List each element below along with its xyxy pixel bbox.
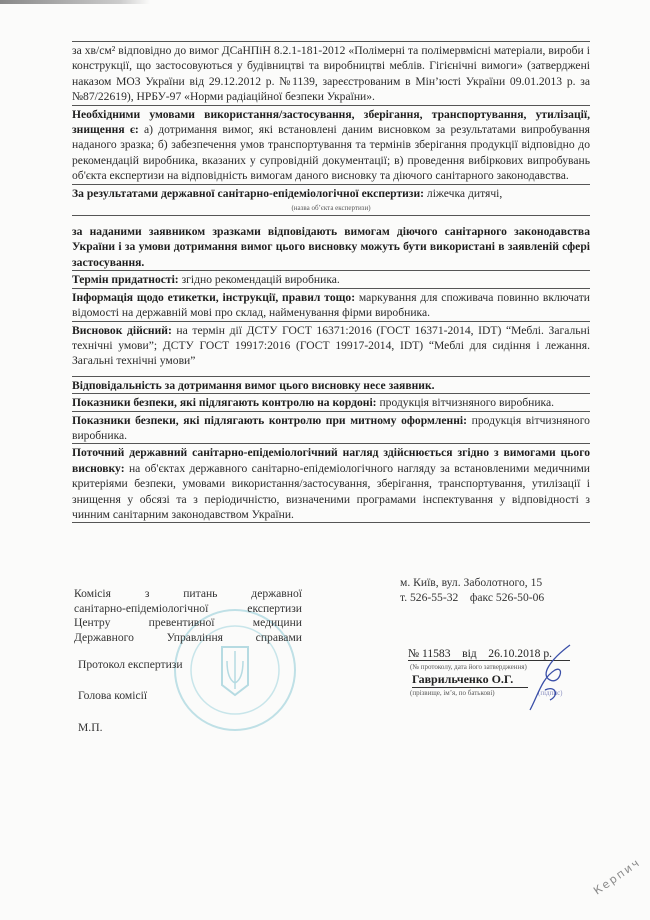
protocol-label: Протокол експертизи — [78, 658, 183, 671]
supervision-label: Поточний державний санітарно-епідеміологічний нагляд здійснюється згідно з вимогами цього висновку: — [72, 446, 590, 475]
intro-section — [72, 41, 590, 105]
border-control-section — [72, 393, 590, 410]
shelf-life-text: згідно рекомендацій виробника. — [178, 273, 340, 287]
intro-text: за хв/см² відповідно до вимог ДСаНПіН 8.2.1-181-2012 «Полімерні та полімервмісні матеріали, вироби і конструкції, що застосовуються у будівництві та виробництві меблів. Гігієнічні вимоги» (затверджені наказом МОЗ України від 29.12.2012 р. №1139, зареєстрованим в Мін’юсті України 09.01.2013 р. за №87/22619), НРБУ-97 «Норми радіаційної безпеки України». — [72, 44, 590, 104]
results-section — [72, 184, 590, 201]
results-object: ліжечка дитячі, — [424, 186, 503, 200]
validity-text: на термін дії ДСТУ ГОСТ 16371:2016 (ГОСТ 16371-2014, IDT) “Меблі. Загальні технічні умови”; ДСТУ ГОСТ 19917:2016 (ГОСТ 19917-2014, IDT) “Меблі для сидіння і лежання. Загальні технічні умови” — [72, 323, 590, 368]
customs-control-text: продукція вітчизняного виробника. — [72, 413, 590, 442]
seal-place-label: М.П. — [78, 721, 103, 734]
address-line: м. Київ, вул. Заболотного, 15 — [400, 576, 543, 589]
shelf-life-section — [72, 270, 590, 287]
labeling-label: Інформація щодо етикетки, інструкції, правил тощо: — [72, 290, 356, 304]
signer-name: Гаврильченко О.Г. — [412, 672, 528, 688]
validity-label: Висновок дійсний: — [72, 323, 172, 337]
protocol-caption: (№ протоколу, дата його затвердження) — [410, 663, 527, 671]
supervision-text: на об'єктах державного санітарно-епідеміологічного нагляду за встановленими медичними критеріями безпеки, умовами використання/застосування, зберігання, транспортування, утилізації і знищення у обсязі та з періодичністю, визначеними програмами інспектування у відповідності з чинним санітарним законодавством України. — [72, 461, 590, 521]
border-control-text: продукція вітчизняного виробника. — [376, 396, 555, 410]
object-caption: (назва об’єкта експертизи) — [72, 201, 590, 216]
results-label: За результатами державної санітарно-епідеміологічної експертизи: — [72, 186, 425, 200]
validity-section — [72, 321, 590, 369]
commission-line: санітарно-епідеміологічної експертизи — [74, 601, 302, 615]
commission-line: Комісія з питань державної — [74, 587, 302, 600]
border-control-label: Показники безпеки, які підлягають контролю на кордоні: — [72, 396, 377, 410]
signature-caption: (підпис) — [538, 689, 563, 697]
customs-control-label: Показники безпеки, які підлягають контролю при митному оформленні: — [72, 413, 467, 427]
conditions-text: а) дотримання вимог, які встановлені даним висновком за результатами випробування наданого зразка; б) забезпечення умов транспортування та термінів зберігання продукції відповідно до рекомендацій виробника, вказаних у супровідній документації; в) проведення вибіркових випробувань об'єкта експертизи на відповідність вимогам даного висновку та діючого санітарного законодавства. — [72, 123, 590, 183]
results-statement: за наданими заявником зразками відповідають вимогам діючого санітарного законодавства України і за умови дотримання вимог цього висновку можуть бути використані в заявленій сфері застосування. — [72, 225, 590, 269]
signature-icon — [520, 640, 580, 715]
handwritten-note: Керпич — [591, 855, 644, 898]
address-block — [400, 576, 544, 605]
responsibility-label: Відповідальність за дотримання вимог цього висновку несе заявник. — [72, 378, 435, 392]
certificate-page — [72, 41, 590, 523]
responsibility-section — [72, 376, 590, 393]
protocol-number: № 11583 від 26.10.2018 р. — [408, 647, 570, 661]
conditions-label: Необхідними умовами використання/застосування, зберігання, транспортування, утилізації, знищення є: — [72, 107, 590, 137]
supervision-section — [72, 443, 590, 523]
commission-line: Центру превентивної медицини — [74, 616, 302, 630]
customs-control-section — [72, 411, 590, 444]
shelf-life-label: Термін придатності: — [72, 273, 179, 287]
labeling-section — [72, 288, 590, 321]
signer-caption: (прізвище, ім’я, по батькові) — [410, 689, 495, 697]
head-of-commission-label: Голова комісії — [78, 689, 148, 702]
labeling-text: маркування для споживача повинно включати відомості на державній мові про склад, найменування фірми виробника. — [72, 290, 590, 320]
commission-line: Державного Управління справами — [74, 630, 302, 644]
phone-fax-line: т. 526-55-32 факс 526-50-06 — [400, 590, 545, 604]
scan-edge-shadow — [0, 0, 150, 4]
conditions-section — [72, 105, 590, 184]
commission-block — [74, 587, 302, 645]
